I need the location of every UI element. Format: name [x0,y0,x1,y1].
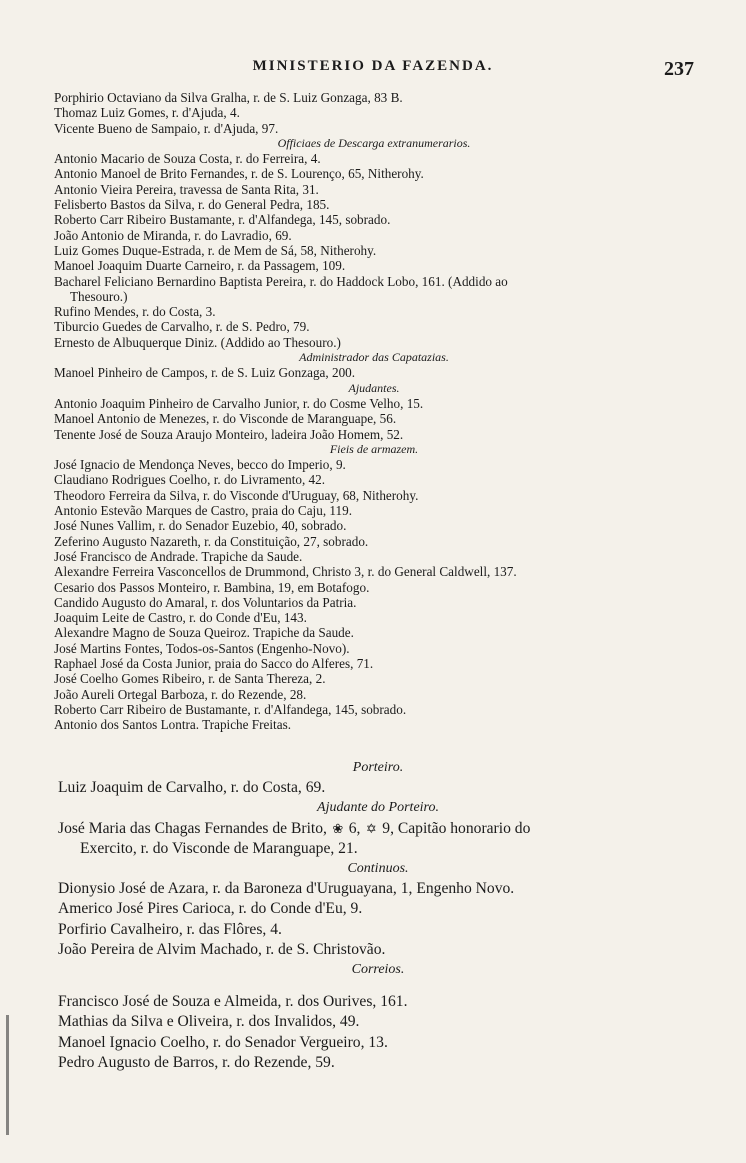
list-item: Manoel Ignacio Coelho, r. do Senador Vergueiro, 13. [58,1033,388,1051]
list-item: Antonio Macario de Souza Costa, r. do Ferreira, 4. [54,151,321,167]
list-item: José Nunes Vallim, r. do Senador Euzebio, 40, sobrado. [54,518,347,534]
list-item: Rufino Mendes, r. do Costa, 3. [54,304,216,320]
upper-listing [54,90,694,732]
list-item: José Martins Fontes, Todos-os-Santos (Engenho-Novo). [54,640,350,656]
list-item: Luiz Gomes Duque-Estrada, r. de Mem de Sá, 58, Nitherohy. [54,242,377,258]
list-item: Cesario dos Passos Monteiro, r. Bambina, 19, em Botafogo. [54,579,370,595]
list-item: José Ignacio de Mendonça Neves, becco do Imperio, 9. [54,457,346,473]
list-item: Roberto Carr Ribeiro de Bustamante, r. d'Alfandega, 145, sobrado. [54,701,407,717]
list-item: Antonio Estevão Marques de Castro, praia do Caju, 119. [54,503,352,519]
list-item: Antonio Manoel de Brito Fernandes, r. de S. Lourenço, 65, Nitherohy. [54,166,424,182]
list-item: José Francisco de Andrade. Trapiche da Saude. [54,548,303,564]
list-item: Pedro Augusto de Barros, r. do Rezende, 59. [58,1053,335,1071]
section-heading: Continuos. [347,861,409,877]
spacer [58,980,698,992]
star-order-icon: ✡ [365,820,377,836]
list-item: Ernesto de Albuquerque Diniz. (Addido ao Thesouro.) [54,334,341,350]
list-item [58,819,698,839]
list-item-text: José Maria das Chagas Fernandes de Brito, [58,819,327,837]
list-item: Antonio Joaquim Pinheiro de Carvalho Junior, r. do Cosme Velho, 15. [54,395,424,411]
section-heading: Fieis de armazem. [329,441,419,456]
list-item: Porphirio Octaviano da Silva Gralha, r. de S. Luiz Gonzaga, 83 B. [54,90,403,105]
list-item: Antonio dos Santos Lontra. Trapiche Freitas. [54,717,291,733]
list-item: Bacharel Feliciano Bernardino Baptista Pereira, r. do Haddock Lobo, 161. (Addido ao [54,273,508,289]
list-item: Mathias da Silva e Oliveira, r. dos Invalidos, 49. [58,1013,360,1031]
list-item: Manoel Joaquim Duarte Carneiro, r. da Passagem, 109. [54,258,346,274]
list-item: Alexandre Ferreira Vasconcellos de Drummond, Christo 3, r. do General Caldwell, 137. [54,564,517,580]
rose-order-value: 6, [348,819,361,837]
list-item: Candido Augusto do Amaral, r. dos Voluntarios da Patria. [54,594,357,610]
star-order-value: 9, Capitão honorario do [382,819,531,837]
section-heading: Officiaes de Descarga extranumerarios. [277,135,471,150]
lower-listing [58,758,698,1073]
section-heading: Ajudantes. [348,380,400,395]
list-item: João Aureli Ortegal Barboza, r. do Rezende, 28. [54,686,307,702]
section-heading: Administrador das Capatazias. [299,350,449,365]
list-item: Raphael José da Costa Junior, praia do Sacco do Alferes, 71. [54,655,374,671]
rose-order-icon: ❀ [332,820,344,836]
list-item: Roberto Carr Ribeiro Bustamante, r. d'Alfandega, 145, sobrado. [54,212,391,228]
list-item: Francisco José de Souza e Almeida, r. dos Ourives, 161. [58,993,408,1011]
section-heading: Correios. [351,962,405,978]
list-item: Tenente José de Souza Araujo Monteiro, ladeira João Homem, 52. [54,426,404,442]
list-item-continuation: Exercito, r. do Visconde de Maranguape, 21. [80,839,358,857]
list-item: Claudiano Rodrigues Coelho, r. do Livramento, 42. [54,472,326,488]
page-number: 237 [664,58,694,80]
list-item: Theodoro Ferreira da Silva, r. do Visconde d'Uruguay, 68, Nitherohy. [54,487,419,503]
list-item: Luiz Joaquim de Carvalho, r. do Costa, 69. [58,779,326,797]
list-item: José Coelho Gomes Ribeiro, r. de Santa Thereza, 2. [54,671,326,687]
list-item: Felisberto Bastos da Silva, r. do General Pedra, 185. [54,197,330,213]
page-header-title: MINISTERIO DA FAZENDA. [252,58,494,74]
list-item: Manoel Antonio de Menezes, r. do Visconde de Maranguape, 56. [54,411,397,427]
list-item: Porfirio Cavalheiro, r. das Flôres, 4. [58,920,282,938]
list-item: Manoel Pinheiro de Campos, r. de S. Luiz Gonzaga, 200. [54,365,356,381]
list-item-continuation: Thesouro.) [70,288,128,304]
binding-edge-mark [6,1015,9,1135]
section-heading: Porteiro. [352,760,404,775]
list-item: João Pereira de Alvim Machado, r. de S. Christovão. [58,940,386,958]
list-item: Zeferino Augusto Nazareth, r. da Constituição, 27, sobrado. [54,533,369,549]
list-item: Vicente Bueno de Sampaio, r. d'Ajuda, 97. [54,120,279,136]
list-item: Dionysio José de Azara, r. da Baroneza d'Uruguayana, 1, Engenho Novo. [58,880,515,898]
list-item: Joaquim Leite de Castro, r. do Conde d'Eu, 143. [54,610,307,626]
list-item: Tiburcio Guedes de Carvalho, r. de S. Pedro, 79. [54,319,310,335]
list-item: Alexandre Magno de Souza Queiroz. Trapiche da Saude. [54,625,354,641]
list-item: Antonio Vieira Pereira, travessa de Santa Rita, 31. [54,181,319,197]
list-item: Thomaz Luiz Gomes, r. d'Ajuda, 4. [54,105,240,121]
list-item: João Antonio de Miranda, r. do Lavradio, 69. [54,227,292,243]
list-item: Americo José Pires Carioca, r. do Conde d'Eu, 9. [58,900,363,918]
section-heading: Ajudante do Porteiro. [317,800,439,816]
